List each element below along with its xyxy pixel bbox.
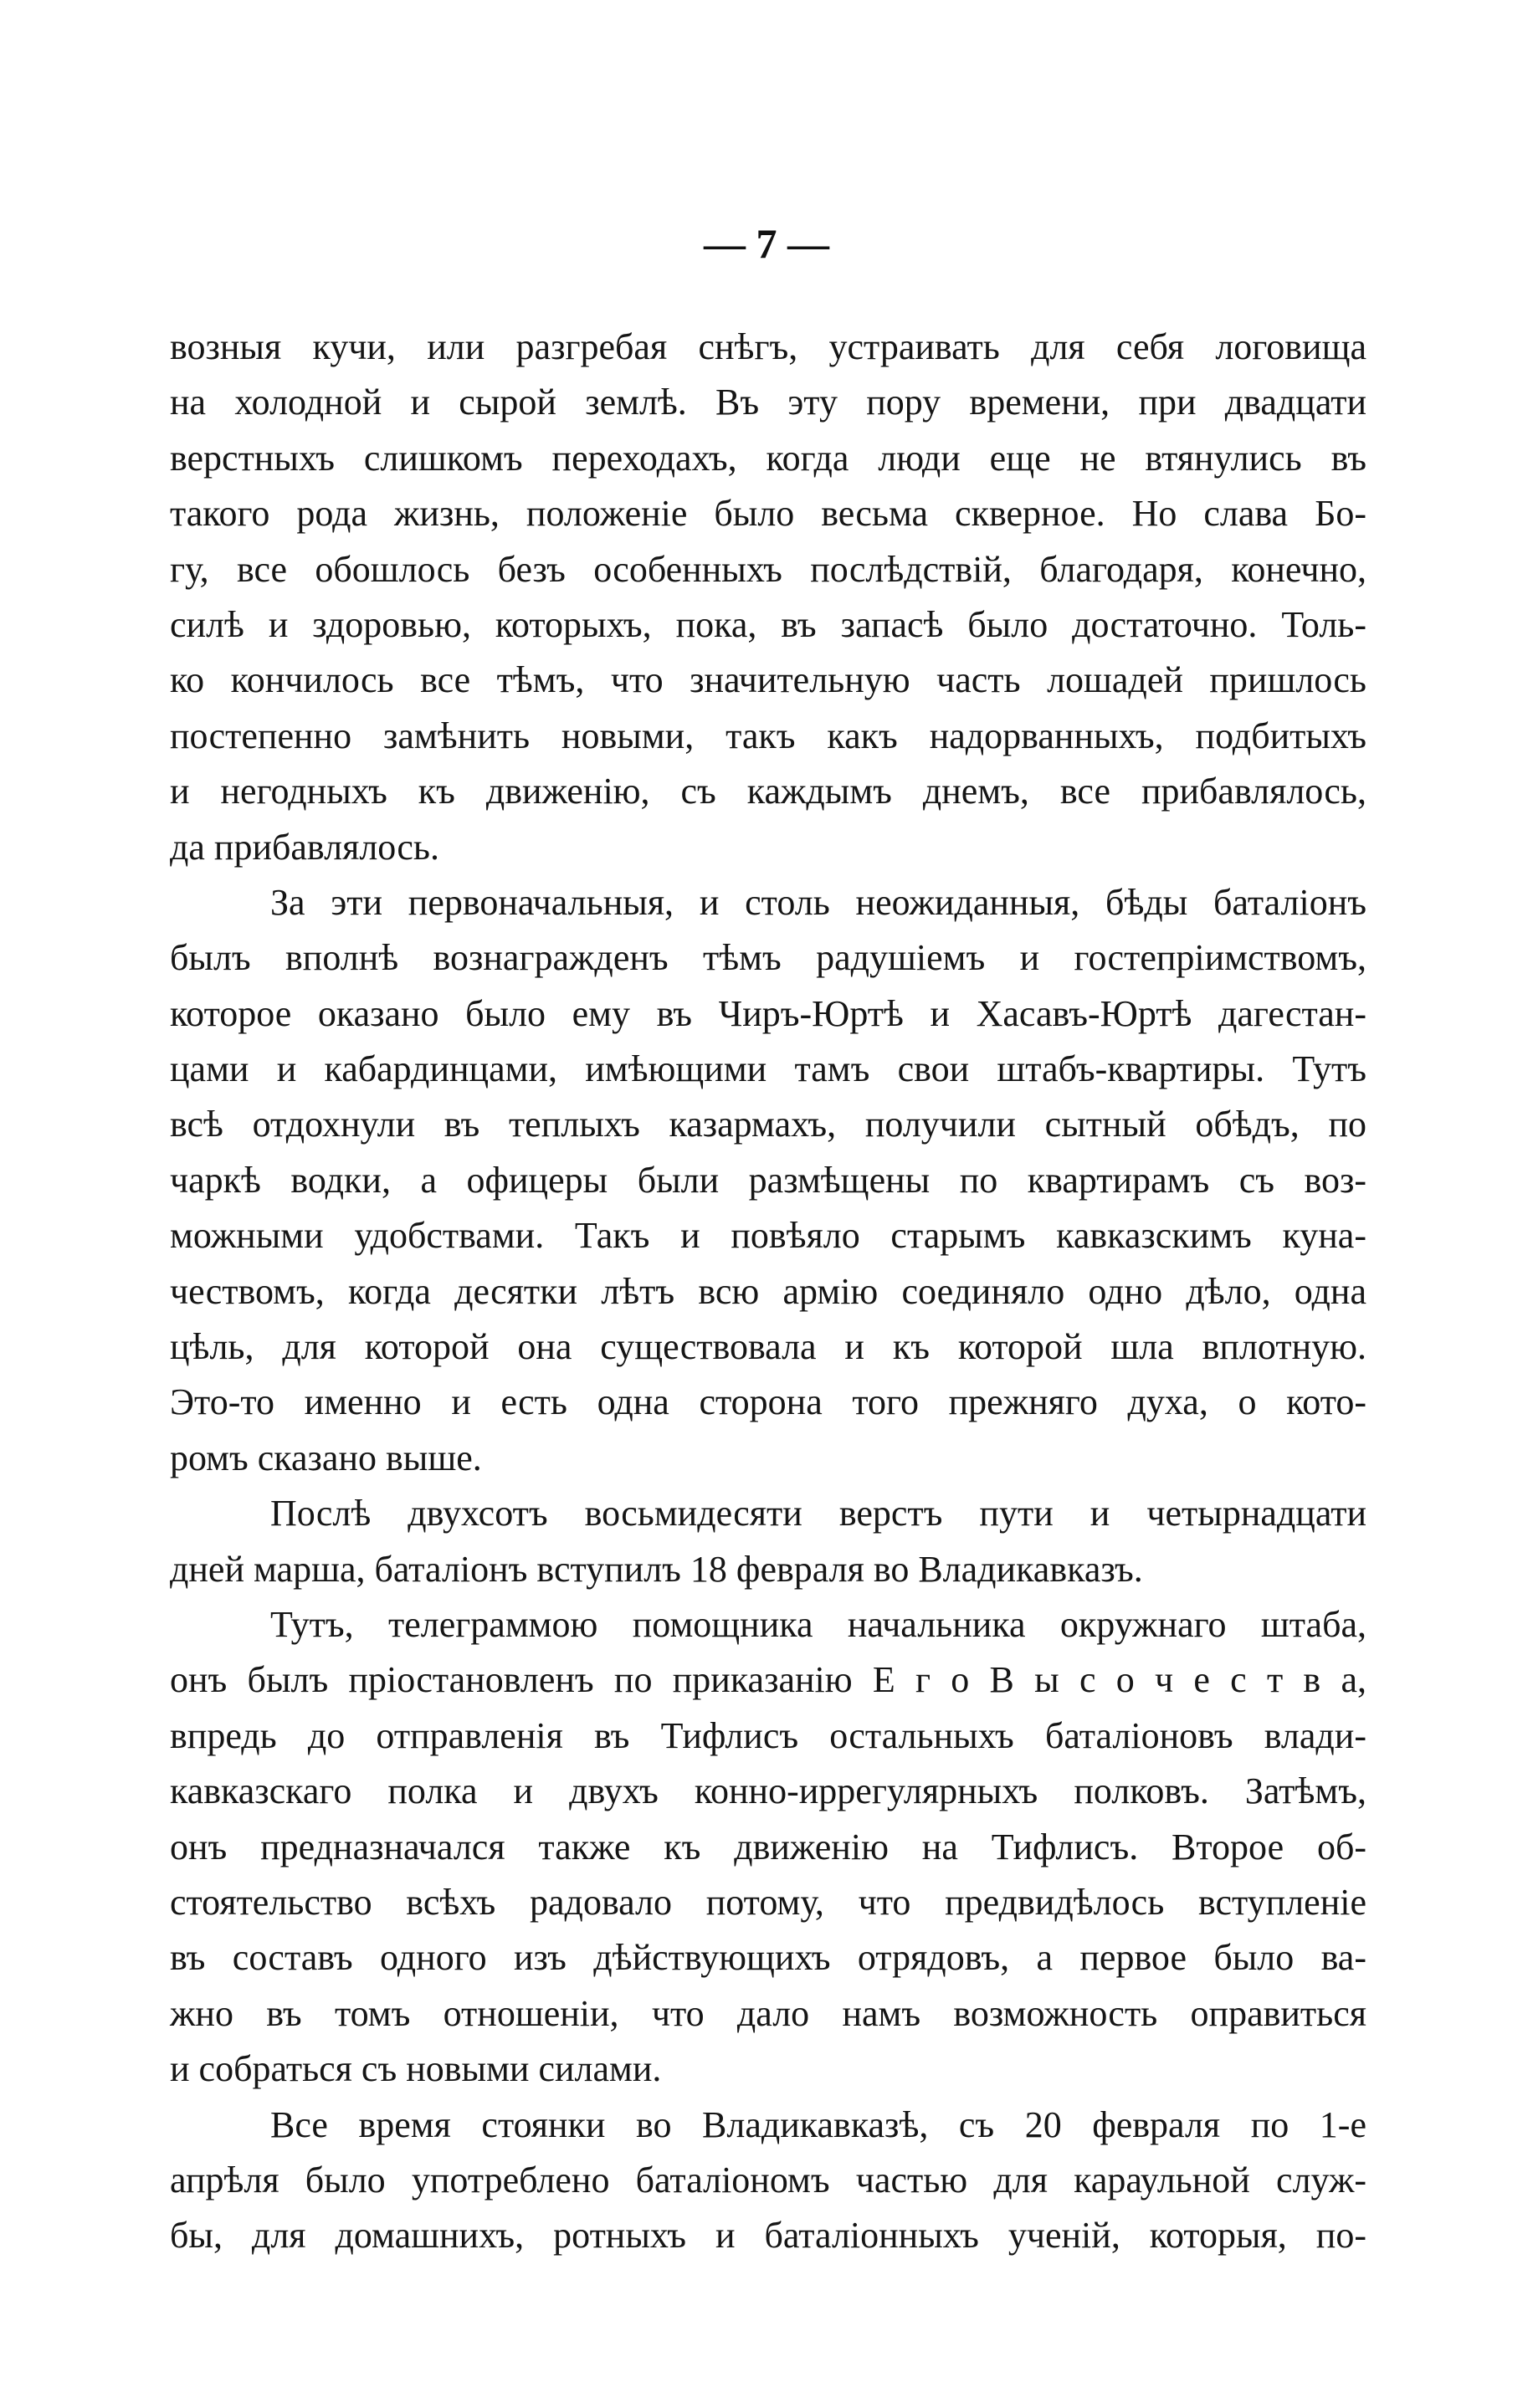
text-line: можными удобствами. Такъ и повѣяло старымъ кавказскимъ куна-	[170, 1215, 1366, 1257]
text-line: гу, все обошлось безъ особенныхъ послѣдствій, благодаря, конечно,	[170, 548, 1366, 590]
text-line: и негодныхъ къ движенію, съ каждымъ днемъ, все прибавлялось,	[170, 771, 1366, 812]
text-line: и собраться съ новыми силами.	[170, 2048, 662, 2090]
text-line: ромъ сказано выше.	[170, 1437, 482, 1478]
text-line: апрѣля было употреблено баталіономъ частью для караульной служ-	[170, 2159, 1366, 2201]
text-line: дней марша, баталіонъ вступилъ 18 февраля во Владикавказъ.	[170, 1548, 1143, 1590]
text-line: жно въ томъ отношеніи, что дало намъ возможность оправиться	[170, 1992, 1366, 2034]
page-number: — 7 —	[704, 220, 829, 267]
text-line: онъ былъ пріостановленъ по приказанію Е г о В ы с о ч е с т в а,	[170, 1659, 1366, 1701]
paragraph	[170, 320, 1366, 875]
text-line: Тутъ, телеграммою помощника начальника окружнаго штаба,	[270, 1603, 1366, 1645]
text-line: ко кончилось все тѣмъ, что значительную часть лошадей пришлось	[170, 659, 1366, 701]
text-line: впредь до отправленія въ Тифлисъ остальныхъ баталіоновъ влади-	[170, 1714, 1366, 1756]
text-line: кавказскаго полка и двухъ конно-иррегулярныхъ полковъ. Затѣмъ,	[170, 1770, 1366, 1812]
paragraph	[170, 1486, 1366, 1597]
text-line: верстныхъ слишкомъ переходахъ, когда люди еще не втянулись въ	[170, 437, 1366, 479]
text-line: Это-то именно и есть одна сторона того прежняго духа, о кото-	[170, 1381, 1366, 1423]
text-line: Все время стоянки во Владикавказѣ, съ 20 февраля по 1-е	[270, 2103, 1366, 2145]
text-line: всѣ отдохнули въ теплыхъ казармахъ, получили сытный обѣдъ, по	[170, 1104, 1366, 1145]
text-line: которое оказано было ему въ Чиръ-Юртѣ и Хасавъ-Юртѣ дагестан-	[170, 992, 1366, 1034]
text-line: За эти первоначальныя, и столь неожиданныя, бѣды баталіонъ	[270, 881, 1366, 923]
text-line: такого рода жизнь, положеніе было весьма скверное. Но слава Бо-	[170, 493, 1366, 535]
text-line: въ составъ одного изъ дѣйствующихъ отрядовъ, а первое было ва-	[170, 1937, 1366, 1979]
text-line: цѣль, для которой она существовала и къ которой шла вплотную.	[170, 1326, 1366, 1368]
text-line: стоятельство всѣхъ радовало потому, что предвидѣлось вступленіе	[170, 1881, 1366, 1923]
text-line: цами и кабардинцами, имѣющими тамъ свои штабъ-квартиры. Тутъ	[170, 1048, 1366, 1090]
text-line: бы, для домашнихъ, ротныхъ и баталіонныхъ ученій, которыя, по-	[170, 2215, 1366, 2257]
text-line: чаркѣ водки, а офицеры были размѣщены по квартирамъ съ воз-	[170, 1159, 1366, 1201]
text-line: силѣ и здоровью, которыхъ, пока, въ запасѣ было достаточно. Толь-	[170, 603, 1366, 645]
text-line: да прибавлялось.	[170, 826, 439, 868]
text-line: чествомъ, когда десятки лѣтъ всю армію соединяло одно дѣло, одна	[170, 1270, 1366, 1312]
page-body-text	[170, 320, 1366, 2264]
paragraph	[170, 1597, 1366, 2098]
text-line: постепенно замѣнить новыми, такъ какъ надорванныхъ, подбитыхъ	[170, 715, 1366, 756]
paragraph	[170, 2098, 1366, 2264]
text-line: на холодной и сырой землѣ. Въ эту пору времени, при двадцати	[170, 382, 1366, 423]
text-line: былъ вполнѣ вознагражденъ тѣмъ радушіемъ и гостепріимствомъ,	[170, 937, 1366, 979]
paragraph	[170, 875, 1366, 1486]
text-line: онъ предназначался также къ движенію на Тифлисъ. Второе об-	[170, 1826, 1366, 1867]
text-line: Послѣ двухсотъ восьмидесяти верстъ пути и четырнадцати	[270, 1493, 1366, 1534]
text-line: возныя кучи, или разгребая снѣгъ, устраивать для себя логовища	[170, 326, 1366, 367]
